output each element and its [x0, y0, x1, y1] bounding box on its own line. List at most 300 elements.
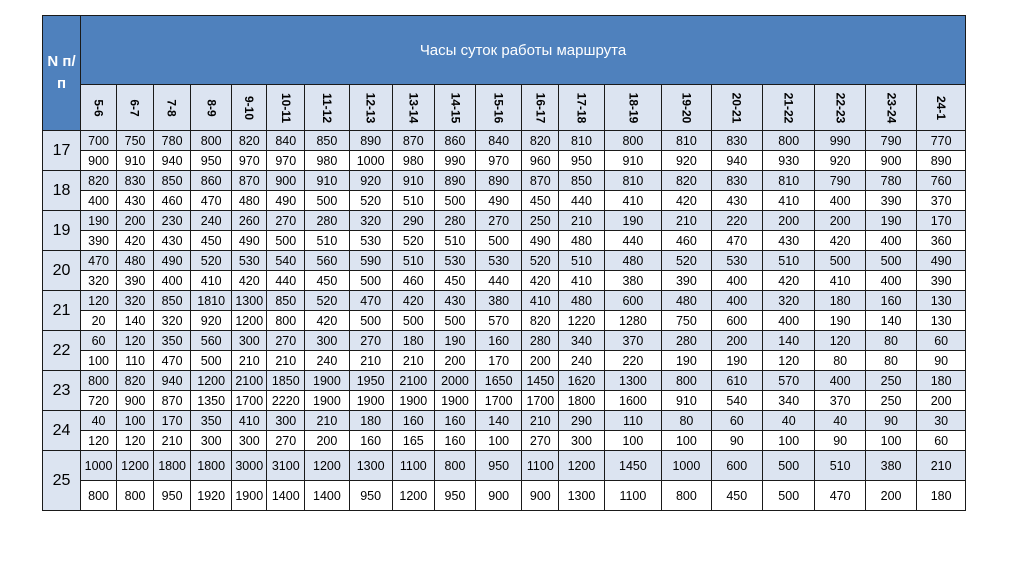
value-cell: 820 — [522, 131, 559, 151]
value-cell: 300 — [559, 431, 604, 451]
value-cell: 290 — [392, 211, 434, 231]
value-cell: 490 — [522, 231, 559, 251]
value-cell: 950 — [191, 151, 232, 171]
hour-header-cell — [117, 85, 154, 131]
value-cell: 370 — [815, 391, 865, 411]
value-cell: 190 — [865, 211, 916, 231]
value-cell: 700 — [81, 131, 117, 151]
hour-header-cell — [434, 85, 475, 131]
value-cell: 500 — [392, 311, 434, 331]
value-cell: 380 — [604, 271, 662, 291]
value-cell: 440 — [604, 231, 662, 251]
table-row — [43, 131, 966, 151]
hour-label: 23-24 — [884, 92, 899, 123]
value-cell: 1200 — [392, 481, 434, 511]
value-cell: 920 — [662, 151, 711, 171]
value-cell: 890 — [476, 171, 522, 191]
value-cell: 80 — [662, 411, 711, 431]
value-cell: 270 — [267, 211, 305, 231]
value-cell: 810 — [604, 171, 662, 191]
value-cell: 40 — [763, 411, 815, 431]
value-cell: 160 — [865, 291, 916, 311]
value-cell: 500 — [191, 351, 232, 371]
hour-label: 13-14 — [406, 92, 421, 123]
value-cell: 480 — [117, 251, 154, 271]
value-cell: 480 — [559, 291, 604, 311]
route-number: 24 — [43, 411, 81, 451]
hour-header-cell — [232, 85, 267, 131]
value-cell: 600 — [604, 291, 662, 311]
value-cell: 420 — [522, 271, 559, 291]
value-cell: 800 — [81, 371, 117, 391]
value-cell: 90 — [917, 351, 966, 371]
value-cell: 270 — [522, 431, 559, 451]
value-cell: 420 — [815, 231, 865, 251]
table-row — [43, 371, 966, 391]
route-number: 25 — [43, 451, 81, 511]
value-cell: 1700 — [476, 391, 522, 411]
value-cell: 1810 — [191, 291, 232, 311]
value-cell: 130 — [917, 291, 966, 311]
value-cell: 300 — [305, 331, 349, 351]
value-cell: 240 — [191, 211, 232, 231]
value-cell: 950 — [476, 451, 522, 481]
value-cell: 130 — [917, 311, 966, 331]
hour-header-row — [43, 85, 966, 131]
value-cell: 860 — [191, 171, 232, 191]
hour-label: 22-23 — [833, 92, 848, 123]
value-cell: 290 — [559, 411, 604, 431]
hour-header-cell — [711, 85, 762, 131]
value-cell: 590 — [349, 251, 392, 271]
value-cell: 370 — [604, 331, 662, 351]
hour-header-cell — [349, 85, 392, 131]
value-cell: 200 — [815, 211, 865, 231]
value-cell: 160 — [392, 411, 434, 431]
value-cell: 100 — [662, 431, 711, 451]
value-cell: 120 — [81, 291, 117, 311]
value-cell: 250 — [865, 391, 916, 411]
value-cell: 820 — [522, 311, 559, 331]
value-cell: 160 — [434, 411, 475, 431]
value-cell: 780 — [865, 171, 916, 191]
value-cell: 380 — [865, 451, 916, 481]
value-cell: 320 — [81, 271, 117, 291]
value-cell: 850 — [305, 131, 349, 151]
value-cell: 530 — [476, 251, 522, 271]
value-cell: 1850 — [267, 371, 305, 391]
value-cell: 270 — [267, 431, 305, 451]
value-cell: 280 — [522, 331, 559, 351]
value-cell: 460 — [154, 191, 191, 211]
value-cell: 400 — [154, 271, 191, 291]
value-cell: 210 — [232, 351, 267, 371]
value-cell: 870 — [392, 131, 434, 151]
value-cell: 1000 — [349, 151, 392, 171]
value-cell: 830 — [117, 171, 154, 191]
value-cell: 260 — [232, 211, 267, 231]
value-cell: 820 — [662, 171, 711, 191]
hour-header-cell — [81, 85, 117, 131]
value-cell: 990 — [815, 131, 865, 151]
value-cell: 850 — [559, 171, 604, 191]
value-cell: 420 — [305, 311, 349, 331]
hour-label: 12-13 — [363, 92, 378, 123]
value-cell: 300 — [267, 411, 305, 431]
value-cell: 540 — [711, 391, 762, 411]
value-cell: 140 — [763, 331, 815, 351]
value-cell: 1280 — [604, 311, 662, 331]
hour-header-cell — [559, 85, 604, 131]
value-cell: 510 — [392, 251, 434, 271]
value-cell: 430 — [434, 291, 475, 311]
value-cell: 90 — [711, 431, 762, 451]
value-cell: 80 — [815, 351, 865, 371]
value-cell: 1950 — [349, 371, 392, 391]
value-cell: 140 — [117, 311, 154, 331]
value-cell: 520 — [392, 231, 434, 251]
value-cell: 900 — [865, 151, 916, 171]
value-cell: 420 — [763, 271, 815, 291]
hour-label: 21-22 — [781, 92, 796, 123]
value-cell: 420 — [232, 271, 267, 291]
value-cell: 390 — [117, 271, 154, 291]
value-cell: 180 — [917, 371, 966, 391]
value-cell: 1900 — [305, 371, 349, 391]
value-cell: 200 — [711, 331, 762, 351]
value-cell: 210 — [662, 211, 711, 231]
value-cell: 80 — [865, 331, 916, 351]
value-cell: 410 — [604, 191, 662, 211]
route-number: 20 — [43, 251, 81, 291]
value-cell: 170 — [154, 411, 191, 431]
value-cell: 490 — [917, 251, 966, 271]
value-cell: 380 — [476, 291, 522, 311]
value-cell: 750 — [117, 131, 154, 151]
value-cell: 60 — [917, 431, 966, 451]
value-cell: 180 — [349, 411, 392, 431]
value-cell: 270 — [349, 331, 392, 351]
route-number: 19 — [43, 211, 81, 251]
value-cell: 1200 — [117, 451, 154, 481]
value-cell: 400 — [763, 311, 815, 331]
value-cell: 270 — [476, 211, 522, 231]
value-cell: 40 — [81, 411, 117, 431]
value-cell: 570 — [763, 371, 815, 391]
value-cell: 900 — [522, 481, 559, 511]
value-cell: 40 — [815, 411, 865, 431]
value-cell: 210 — [559, 211, 604, 231]
value-cell: 450 — [191, 231, 232, 251]
value-cell: 220 — [604, 351, 662, 371]
value-cell: 800 — [604, 131, 662, 151]
value-cell: 400 — [815, 191, 865, 211]
value-cell: 400 — [865, 231, 916, 251]
value-cell: 510 — [434, 231, 475, 251]
table-row — [43, 211, 966, 231]
hour-header-cell — [662, 85, 711, 131]
value-cell: 920 — [349, 171, 392, 191]
value-cell: 3100 — [267, 451, 305, 481]
value-cell: 400 — [711, 291, 762, 311]
value-cell: 360 — [917, 231, 966, 251]
value-cell: 390 — [81, 231, 117, 251]
value-cell: 410 — [232, 411, 267, 431]
table-row — [43, 431, 966, 451]
hour-label: 6-7 — [128, 98, 143, 117]
value-cell: 190 — [815, 311, 865, 331]
value-cell: 340 — [559, 331, 604, 351]
value-cell: 320 — [117, 291, 154, 311]
hour-label: 20-21 — [729, 92, 744, 123]
value-cell: 300 — [232, 331, 267, 351]
value-cell: 190 — [434, 331, 475, 351]
value-cell: 80 — [865, 351, 916, 371]
table-title: Часы суток работы маршрута — [81, 16, 966, 85]
value-cell: 410 — [191, 271, 232, 291]
value-cell: 210 — [154, 431, 191, 451]
value-cell: 870 — [154, 391, 191, 411]
value-cell: 350 — [191, 411, 232, 431]
value-cell: 3000 — [232, 451, 267, 481]
hour-header-cell — [392, 85, 434, 131]
value-cell: 1300 — [349, 451, 392, 481]
value-cell: 800 — [191, 131, 232, 151]
value-cell: 430 — [154, 231, 191, 251]
table-body — [43, 131, 966, 511]
value-cell: 270 — [267, 331, 305, 351]
value-cell: 220 — [711, 211, 762, 231]
value-cell: 490 — [154, 251, 191, 271]
value-cell: 530 — [711, 251, 762, 271]
value-cell: 160 — [476, 331, 522, 351]
value-cell: 930 — [763, 151, 815, 171]
value-cell: 840 — [267, 131, 305, 151]
value-cell: 810 — [559, 131, 604, 151]
value-cell: 200 — [917, 391, 966, 411]
hour-header-cell — [154, 85, 191, 131]
value-cell: 1800 — [559, 391, 604, 411]
value-cell: 90 — [815, 431, 865, 451]
value-cell: 430 — [763, 231, 815, 251]
value-cell: 2000 — [434, 371, 475, 391]
route-number: 23 — [43, 371, 81, 411]
value-cell: 510 — [305, 231, 349, 251]
hour-label: 9-10 — [242, 95, 257, 120]
value-cell: 1220 — [559, 311, 604, 331]
hour-label: 18-19 — [625, 92, 640, 123]
value-cell: 480 — [662, 291, 711, 311]
value-cell: 910 — [305, 171, 349, 191]
value-cell: 430 — [117, 191, 154, 211]
table-row — [43, 291, 966, 311]
value-cell: 250 — [865, 371, 916, 391]
value-cell: 750 — [662, 311, 711, 331]
table-row — [43, 351, 966, 371]
value-cell: 390 — [662, 271, 711, 291]
hour-label: 8-9 — [204, 98, 219, 117]
value-cell: 1200 — [559, 451, 604, 481]
value-cell: 520 — [191, 251, 232, 271]
route-hours-table-container — [42, 15, 966, 511]
value-cell: 300 — [191, 431, 232, 451]
value-cell: 190 — [711, 351, 762, 371]
value-cell: 170 — [917, 211, 966, 231]
value-cell: 30 — [917, 411, 966, 431]
table-row — [43, 311, 966, 331]
value-cell: 170 — [476, 351, 522, 371]
value-cell: 450 — [522, 191, 559, 211]
value-cell: 490 — [476, 191, 522, 211]
value-cell: 180 — [392, 331, 434, 351]
route-hours-table — [42, 15, 966, 511]
hour-label: 11-12 — [319, 92, 334, 123]
value-cell: 440 — [476, 271, 522, 291]
hour-header-cell — [815, 85, 865, 131]
value-cell: 1900 — [232, 481, 267, 511]
value-cell: 1800 — [191, 451, 232, 481]
table-row — [43, 411, 966, 431]
value-cell: 530 — [349, 231, 392, 251]
value-cell: 960 — [522, 151, 559, 171]
value-cell: 410 — [815, 271, 865, 291]
value-cell: 460 — [662, 231, 711, 251]
value-cell: 1100 — [392, 451, 434, 481]
table-row — [43, 391, 966, 411]
hour-label: 19-20 — [679, 92, 694, 123]
value-cell: 2100 — [232, 371, 267, 391]
value-cell: 350 — [154, 331, 191, 351]
value-cell: 510 — [559, 251, 604, 271]
value-cell: 320 — [763, 291, 815, 311]
value-cell: 110 — [117, 351, 154, 371]
value-cell: 1650 — [476, 371, 522, 391]
value-cell: 110 — [604, 411, 662, 431]
value-cell: 90 — [865, 411, 916, 431]
value-cell: 950 — [154, 481, 191, 511]
hour-label: 15-16 — [491, 92, 506, 123]
table-row — [43, 191, 966, 211]
value-cell: 400 — [815, 371, 865, 391]
hour-header-cell — [476, 85, 522, 131]
value-cell: 1300 — [232, 291, 267, 311]
route-number: 22 — [43, 331, 81, 371]
value-cell: 200 — [117, 211, 154, 231]
value-cell: 60 — [81, 331, 117, 351]
value-cell: 1450 — [522, 371, 559, 391]
value-cell: 910 — [662, 391, 711, 411]
value-cell: 800 — [434, 451, 475, 481]
value-cell: 450 — [711, 481, 762, 511]
n-header-label: N п/п — [47, 53, 76, 92]
value-cell: 470 — [711, 231, 762, 251]
value-cell: 200 — [434, 351, 475, 371]
value-cell: 190 — [81, 211, 117, 231]
value-cell: 920 — [191, 311, 232, 331]
value-cell: 900 — [117, 391, 154, 411]
value-cell: 100 — [604, 431, 662, 451]
value-cell: 500 — [476, 231, 522, 251]
value-cell: 1900 — [305, 391, 349, 411]
value-cell: 1600 — [604, 391, 662, 411]
value-cell: 950 — [434, 481, 475, 511]
value-cell: 470 — [81, 251, 117, 271]
value-cell: 500 — [267, 231, 305, 251]
value-cell: 120 — [81, 431, 117, 451]
value-cell: 500 — [349, 311, 392, 331]
route-number: 18 — [43, 171, 81, 211]
value-cell: 980 — [392, 151, 434, 171]
value-cell: 450 — [434, 271, 475, 291]
value-cell: 910 — [604, 151, 662, 171]
value-cell: 210 — [522, 411, 559, 431]
value-cell: 480 — [604, 251, 662, 271]
value-cell: 520 — [662, 251, 711, 271]
value-cell: 430 — [711, 191, 762, 211]
value-cell: 200 — [865, 481, 916, 511]
value-cell: 780 — [154, 131, 191, 151]
table-row — [43, 231, 966, 251]
value-cell: 500 — [865, 251, 916, 271]
table-row — [43, 171, 966, 191]
value-cell: 410 — [763, 191, 815, 211]
hour-header-cell — [267, 85, 305, 131]
value-cell: 180 — [917, 481, 966, 511]
value-cell: 190 — [662, 351, 711, 371]
value-cell: 400 — [865, 271, 916, 291]
value-cell: 970 — [232, 151, 267, 171]
value-cell: 530 — [232, 251, 267, 271]
value-cell: 530 — [434, 251, 475, 271]
route-number: 17 — [43, 131, 81, 171]
value-cell: 2100 — [392, 371, 434, 391]
hour-header-cell — [917, 85, 966, 131]
value-cell: 800 — [81, 481, 117, 511]
value-cell: 1400 — [305, 481, 349, 511]
value-cell: 820 — [232, 131, 267, 151]
value-cell: 140 — [476, 411, 522, 431]
hour-header-cell — [305, 85, 349, 131]
value-cell: 100 — [763, 431, 815, 451]
value-cell: 500 — [815, 251, 865, 271]
value-cell: 210 — [349, 351, 392, 371]
value-cell: 840 — [476, 131, 522, 151]
value-cell: 1620 — [559, 371, 604, 391]
value-cell: 540 — [267, 251, 305, 271]
value-cell: 200 — [522, 351, 559, 371]
value-cell: 830 — [711, 171, 762, 191]
value-cell: 210 — [305, 411, 349, 431]
value-cell: 800 — [117, 481, 154, 511]
hour-label: 7-8 — [165, 98, 180, 117]
table-row — [43, 451, 966, 481]
value-cell: 60 — [711, 411, 762, 431]
value-cell: 720 — [81, 391, 117, 411]
value-cell: 400 — [81, 191, 117, 211]
value-cell: 490 — [232, 231, 267, 251]
value-cell: 440 — [267, 271, 305, 291]
value-cell: 800 — [763, 131, 815, 151]
value-cell: 200 — [305, 431, 349, 451]
table-row — [43, 251, 966, 271]
value-cell: 2220 — [267, 391, 305, 411]
value-cell: 420 — [117, 231, 154, 251]
table-row — [43, 331, 966, 351]
value-cell: 120 — [815, 331, 865, 351]
value-cell: 400 — [711, 271, 762, 291]
value-cell: 460 — [392, 271, 434, 291]
hour-label: 24-1 — [934, 95, 949, 120]
